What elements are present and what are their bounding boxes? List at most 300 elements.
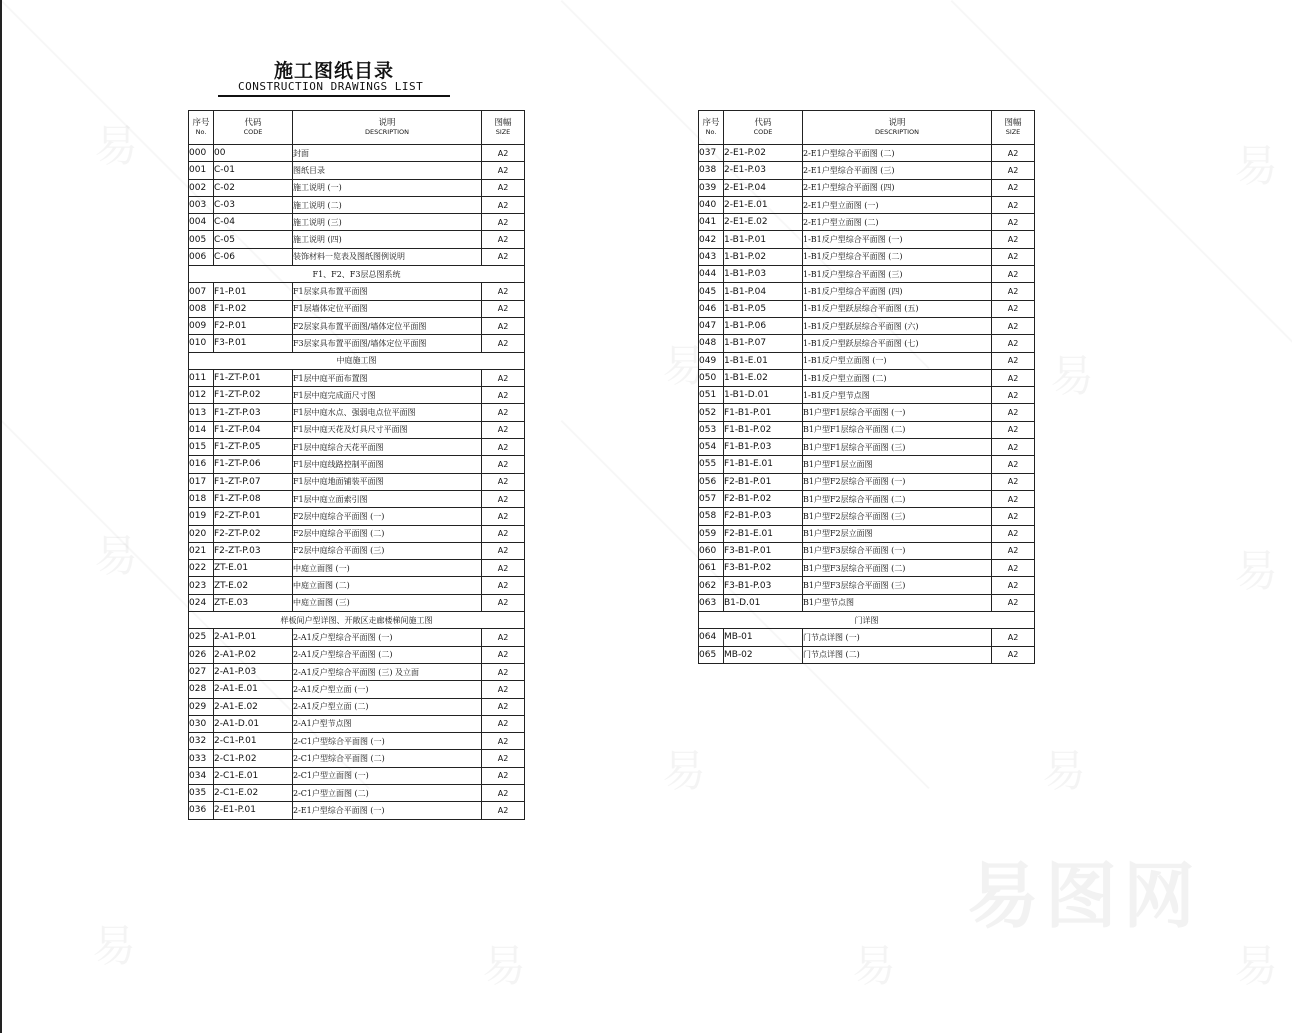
watermark-glyph [662,735,706,799]
cell-description: F1层中庭综合天花平面图 [293,439,482,456]
cell-code: 1-B1-P.07 [724,335,803,352]
cell-description: 2-A1户型节点图 [293,715,482,732]
cell-code: 2-A1-P.02 [214,646,293,663]
cell-code: F3-P.01 [214,335,293,352]
cell-description: 2-E1户型立面图 (二) [803,214,992,231]
cell-description: B1户型F2层综合平面图 (二) [803,490,992,507]
cell-description: 2-A1反户型立面 (二) [293,698,482,715]
cell-code: F1-ZT-P.03 [214,404,293,421]
watermark-glyph [94,110,138,174]
table-row [699,560,1035,577]
cell-no: 055 [699,456,724,473]
cell-no: 010 [189,335,214,352]
cell-no: 006 [189,248,214,265]
table-row [699,456,1035,473]
table-row [189,473,525,490]
cell-code: F3-B1-P.03 [724,577,803,594]
cell-code: 2-A1-P.01 [214,629,293,646]
table-row [189,560,525,577]
table-row [189,767,525,784]
cell-description: F1层墙体定位平面图 [293,300,482,317]
cell-no: 000 [189,145,214,162]
cell-size: A2 [482,663,525,680]
cell-no: 008 [189,300,214,317]
watermark-glyph [94,520,138,584]
cell-description: 1-B1反户型综合平面图 (四) [803,283,992,300]
cell-no: 047 [699,317,724,334]
cell-code: 2-A1-E.02 [214,698,293,715]
cell-size: A2 [482,196,525,213]
drawing-list-left [188,110,525,820]
cell-size: A2 [992,352,1035,369]
cell-no: 037 [699,145,724,162]
table-row [699,266,1035,283]
cell-size: A2 [482,646,525,663]
cell-no: 060 [699,542,724,559]
cell-size: A2 [992,646,1035,663]
cell-code: 2-A1-D.01 [214,715,293,732]
cell-size: A2 [482,421,525,438]
cell-size: A2 [992,404,1035,421]
table-row [189,317,525,334]
drawing-list-left-body [189,145,525,820]
cell-description: 2-E1户型综合平面图 (四) [803,179,992,196]
cell-code: 2-E1-P.03 [724,162,803,179]
cell-no: 011 [189,369,214,386]
cell-code: F1-P.01 [214,283,293,300]
cell-no: 023 [189,577,214,594]
cell-description: 2-A1反户型综合平面图 (二) [293,646,482,663]
cell-size: A2 [482,542,525,559]
cell-no: 033 [189,750,214,767]
cell-no: 036 [189,802,214,819]
cell-description: F2层家具布置平面图/墙体定位平面图 [293,317,482,334]
table-row [189,456,525,473]
cell-no: 043 [699,248,724,265]
cell-no: 026 [189,646,214,663]
cell-code: 2-A1-E.01 [214,681,293,698]
cell-description: 施工说明 (四) [293,231,482,248]
cell-no: 019 [189,508,214,525]
table-row [189,387,525,404]
cell-code: F3-B1-P.01 [724,542,803,559]
cell-no: 018 [189,490,214,507]
cell-size: A2 [482,560,525,577]
table-row [189,715,525,732]
table-row [189,542,525,559]
cell-code: 1-B1-E.02 [724,369,803,386]
cell-size: A2 [482,145,525,162]
cell-description: 1-B1反户型综合平面图 (一) [803,231,992,248]
cell-size: A2 [992,317,1035,334]
cell-code: F1-B1-P.03 [724,439,803,456]
cell-size: A2 [992,266,1035,283]
cell-description: 1-B1反户型跃层综合平面图 (六) [803,317,992,334]
cell-size: A2 [482,404,525,421]
cell-code: F1-ZT-P.02 [214,387,293,404]
table-row [699,145,1035,162]
cell-size: A2 [992,248,1035,265]
table-row [189,629,525,646]
cell-description: F2层中庭综合平面图 (二) [293,525,482,542]
cell-description: 1-B1反户型跃层综合平面图 (五) [803,300,992,317]
cell-no: 014 [189,421,214,438]
cell-size: A2 [482,490,525,507]
table-row [189,231,525,248]
watermark-glyph [92,910,136,974]
cell-code: F1-ZT-P.07 [214,473,293,490]
cell-code: 1-B1-P.03 [724,266,803,283]
cell-code: F2-B1-P.01 [724,473,803,490]
cell-no: 041 [699,214,724,231]
cell-no: 007 [189,283,214,300]
table-row [699,404,1035,421]
cell-code: F2-B1-E.01 [724,525,803,542]
cell-description: 图纸目录 [293,162,482,179]
section-title: 门详图 [699,612,1035,629]
cell-code: F1-B1-P.01 [724,404,803,421]
cell-size: A2 [992,214,1035,231]
cell-description: B1户型F1层立面图 [803,456,992,473]
table-row [699,473,1035,490]
cell-no: 034 [189,767,214,784]
cell-code: F2-ZT-P.01 [214,508,293,525]
cell-description: 2-E1户型立面图 (一) [803,196,992,213]
cell-description: 2-C1户型综合平面图 (二) [293,750,482,767]
table-row [189,421,525,438]
cell-description: B1户型F3层综合平面图 (二) [803,560,992,577]
table-row [189,214,525,231]
watermark-glyph [1234,535,1278,599]
cell-code: 1-B1-P.01 [724,231,803,248]
table-row [699,248,1035,265]
table-row [189,750,525,767]
cell-no: 024 [189,594,214,611]
cell-description: 2-A1反户型综合平面图 (三) 及立面 [293,663,482,680]
cell-size: A2 [992,283,1035,300]
section-row [699,612,1035,629]
cell-code: F1-ZT-P.05 [214,439,293,456]
cell-size: A2 [482,715,525,732]
cell-code: ZT-E.01 [214,560,293,577]
table-row [189,145,525,162]
cell-no: 001 [189,162,214,179]
cell-size: A2 [992,560,1035,577]
table-row [189,179,525,196]
watermark-glyph [482,930,526,994]
cell-description: 2-A1反户型立面 (一) [293,681,482,698]
cell-description: B1户型F1层综合平面图 (三) [803,439,992,456]
table-header [189,111,525,145]
cell-no: 009 [189,317,214,334]
watermark-glyph [1042,735,1086,799]
table-header [699,111,1035,145]
cell-description: 2-A1反户型综合平面图 (一) [293,629,482,646]
cell-no: 040 [699,196,724,213]
cell-no: 065 [699,646,724,663]
cell-no: 050 [699,369,724,386]
cell-description: B1户型F1层综合平面图 (一) [803,404,992,421]
cell-no: 020 [189,525,214,542]
table-row [699,525,1035,542]
cell-no: 015 [189,439,214,456]
table-row [189,196,525,213]
cell-size: A2 [482,300,525,317]
table-row [699,369,1035,386]
cell-size: A2 [992,335,1035,352]
cell-size: A2 [992,439,1035,456]
cell-size: A2 [482,248,525,265]
cell-code: F1-ZT-P.08 [214,490,293,507]
cell-description: B1户型F2层立面图 [803,525,992,542]
cell-no: 013 [189,404,214,421]
cell-code: 2-E1-P.04 [724,179,803,196]
cell-code: F3-B1-P.02 [724,560,803,577]
cell-size: A2 [992,421,1035,438]
table-row [699,352,1035,369]
cell-size: A2 [482,369,525,386]
table-row [189,439,525,456]
table-row [699,196,1035,213]
cell-no: 029 [189,698,214,715]
cell-description: 2-E1户型综合平面图 (二) [803,145,992,162]
cell-no: 062 [699,577,724,594]
table-row [189,802,525,819]
table-row [699,335,1035,352]
cell-size: A2 [482,283,525,300]
cell-size: A2 [992,456,1035,473]
page-subtitle: CONSTRUCTION DRAWINGS LIST [238,80,424,93]
cell-description: 门节点详图 (一) [803,629,992,646]
table-row [189,784,525,801]
cell-size: A2 [482,317,525,334]
cell-code: C-02 [214,179,293,196]
cell-description: 装饰材料一览表及图纸图例说明 [293,248,482,265]
table-row [699,300,1035,317]
table-row [699,214,1035,231]
cell-code: 1-B1-D.01 [724,387,803,404]
cell-description: B1户型节点图 [803,594,992,611]
cell-no: 056 [699,473,724,490]
table-row [699,629,1035,646]
cell-description: 1-B1反户型综合平面图 (三) [803,266,992,283]
cell-no: 057 [699,490,724,507]
section-row [189,266,525,283]
cell-size: A2 [482,750,525,767]
cell-no: 063 [699,594,724,611]
cell-description: F1层中庭线路控制平面图 [293,456,482,473]
table-row [699,646,1035,663]
cell-code: 2-E1-E.01 [724,196,803,213]
cell-size: A2 [482,162,525,179]
table-row [699,490,1035,507]
cell-no: 004 [189,214,214,231]
cell-no: 030 [189,715,214,732]
cell-no: 052 [699,404,724,421]
cell-size: A2 [482,439,525,456]
cell-size: A2 [992,473,1035,490]
cell-description: F1层家具布置平面图 [293,283,482,300]
cell-code: F1-ZT-P.04 [214,421,293,438]
cell-code: 2-C1-P.01 [214,733,293,750]
cell-size: A2 [482,508,525,525]
cell-size: A2 [482,473,525,490]
cell-code: 00 [214,145,293,162]
cell-no: 046 [699,300,724,317]
cell-code: 2-E1-E.02 [724,214,803,231]
cell-no: 028 [189,681,214,698]
cell-description: 1-B1反户型综合平面图 (二) [803,248,992,265]
cell-size: A2 [482,214,525,231]
table-row [189,490,525,507]
cell-description: F2层中庭综合平面图 (三) [293,542,482,559]
cell-code: 2-E1-P.01 [214,802,293,819]
cell-size: A2 [482,179,525,196]
section-title: 中庭施工图 [189,352,525,369]
cell-description: B1户型F1层综合平面图 (二) [803,421,992,438]
cell-size: A2 [992,387,1035,404]
table-row [699,508,1035,525]
table-row [189,162,525,179]
cell-code: 2-C1-E.02 [214,784,293,801]
cell-description: 2-C1户型立面图 (一) [293,767,482,784]
cell-description: 封面 [293,145,482,162]
watermark-brand: 易图网 [967,854,1202,938]
cell-description: F2层中庭综合平面图 (一) [293,508,482,525]
watermark-glyph [852,930,896,994]
cell-size: A2 [992,594,1035,611]
col-header-size: 图幅 SIZE [482,111,525,145]
cell-size: A2 [992,179,1035,196]
cell-code: 2-C1-P.02 [214,750,293,767]
cell-size: A2 [992,369,1035,386]
col-header-code: 代码 CODE [724,111,803,145]
cell-description: F3层家具布置平面图/墙体定位平面图 [293,335,482,352]
col-header-size: 图幅 SIZE [992,111,1035,145]
cell-size: A2 [482,456,525,473]
cell-no: 038 [699,162,724,179]
table-row [189,525,525,542]
col-header-code: 代码 CODE [214,111,293,145]
table-row [699,283,1035,300]
drawing-list-right-body [699,145,1035,664]
cell-no: 048 [699,335,724,352]
table-row [699,231,1035,248]
cell-size: A2 [482,681,525,698]
cell-code: F1-P.02 [214,300,293,317]
cell-code: F2-ZT-P.03 [214,542,293,559]
cell-size: A2 [992,577,1035,594]
cell-no: 016 [189,456,214,473]
cell-code: F1-ZT-P.01 [214,369,293,386]
cell-size: A2 [482,767,525,784]
cell-no: 022 [189,560,214,577]
cell-size: A2 [992,629,1035,646]
cell-description: 2-E1户型综合平面图 (一) [293,802,482,819]
cell-description: 1-B1反户型跃层综合平面图 (七) [803,335,992,352]
cell-code: F1-B1-E.01 [724,456,803,473]
cell-no: 049 [699,352,724,369]
table-row [189,698,525,715]
cell-no: 002 [189,179,214,196]
cell-code: 1-B1-P.04 [724,283,803,300]
cell-size: A2 [482,594,525,611]
cell-code: 1-B1-P.02 [724,248,803,265]
table-row [189,594,525,611]
watermark-glyph [1234,930,1278,994]
cell-code: 2-C1-E.01 [214,767,293,784]
section-row [189,352,525,369]
cell-no: 042 [699,231,724,248]
table-row [699,179,1035,196]
table-row [189,733,525,750]
cell-size: A2 [992,542,1035,559]
cell-no: 017 [189,473,214,490]
cell-size: A2 [992,490,1035,507]
cell-description: 1-B1反户型节点图 [803,387,992,404]
cell-code: C-05 [214,231,293,248]
cell-code: MB-01 [724,629,803,646]
cell-code: F2-B1-P.03 [724,508,803,525]
drawing-list-right [698,110,1035,664]
cell-no: 044 [699,266,724,283]
cell-no: 064 [699,629,724,646]
cell-code: ZT-E.02 [214,577,293,594]
cell-size: A2 [992,231,1035,248]
cell-code: C-06 [214,248,293,265]
table-row [189,681,525,698]
cell-code: F2-P.01 [214,317,293,334]
cell-description: F1层中庭完成面尺寸图 [293,387,482,404]
watermark-glyph [1050,340,1094,404]
cell-code: C-03 [214,196,293,213]
cell-size: A2 [992,525,1035,542]
cell-description: 施工说明 (二) [293,196,482,213]
cell-description: F1层中庭天花及灯具尺寸平面图 [293,421,482,438]
cell-no: 032 [189,733,214,750]
table-row [189,577,525,594]
table-row [699,317,1035,334]
cell-description: 门节点详图 (二) [803,646,992,663]
table-row [189,369,525,386]
cell-code: C-04 [214,214,293,231]
cell-size: A2 [482,335,525,352]
cell-description: F1层中庭地面铺装平面图 [293,473,482,490]
cell-no: 039 [699,179,724,196]
cell-description: B1户型F2层综合平面图 (一) [803,473,992,490]
cell-no: 021 [189,542,214,559]
cell-no: 003 [189,196,214,213]
page-title: 施工图纸目录 [274,60,395,82]
section-row [189,612,525,629]
table-row [699,577,1035,594]
cell-code: F2-ZT-P.02 [214,525,293,542]
cell-no: 061 [699,560,724,577]
table-row [189,283,525,300]
table-row [699,162,1035,179]
cell-description: B1户型F3层综合平面图 (三) [803,577,992,594]
cell-size: A2 [992,196,1035,213]
table-row [189,663,525,680]
cell-size: A2 [482,784,525,801]
col-header-no: 序号 No. [699,111,724,145]
cell-code: ZT-E.03 [214,594,293,611]
section-title: 样板间户型详图、开敞区走廊楼梯间施工图 [189,612,525,629]
cell-size: A2 [992,300,1035,317]
cell-size: A2 [482,577,525,594]
cell-description: 2-E1户型综合平面图 (三) [803,162,992,179]
cell-no: 045 [699,283,724,300]
